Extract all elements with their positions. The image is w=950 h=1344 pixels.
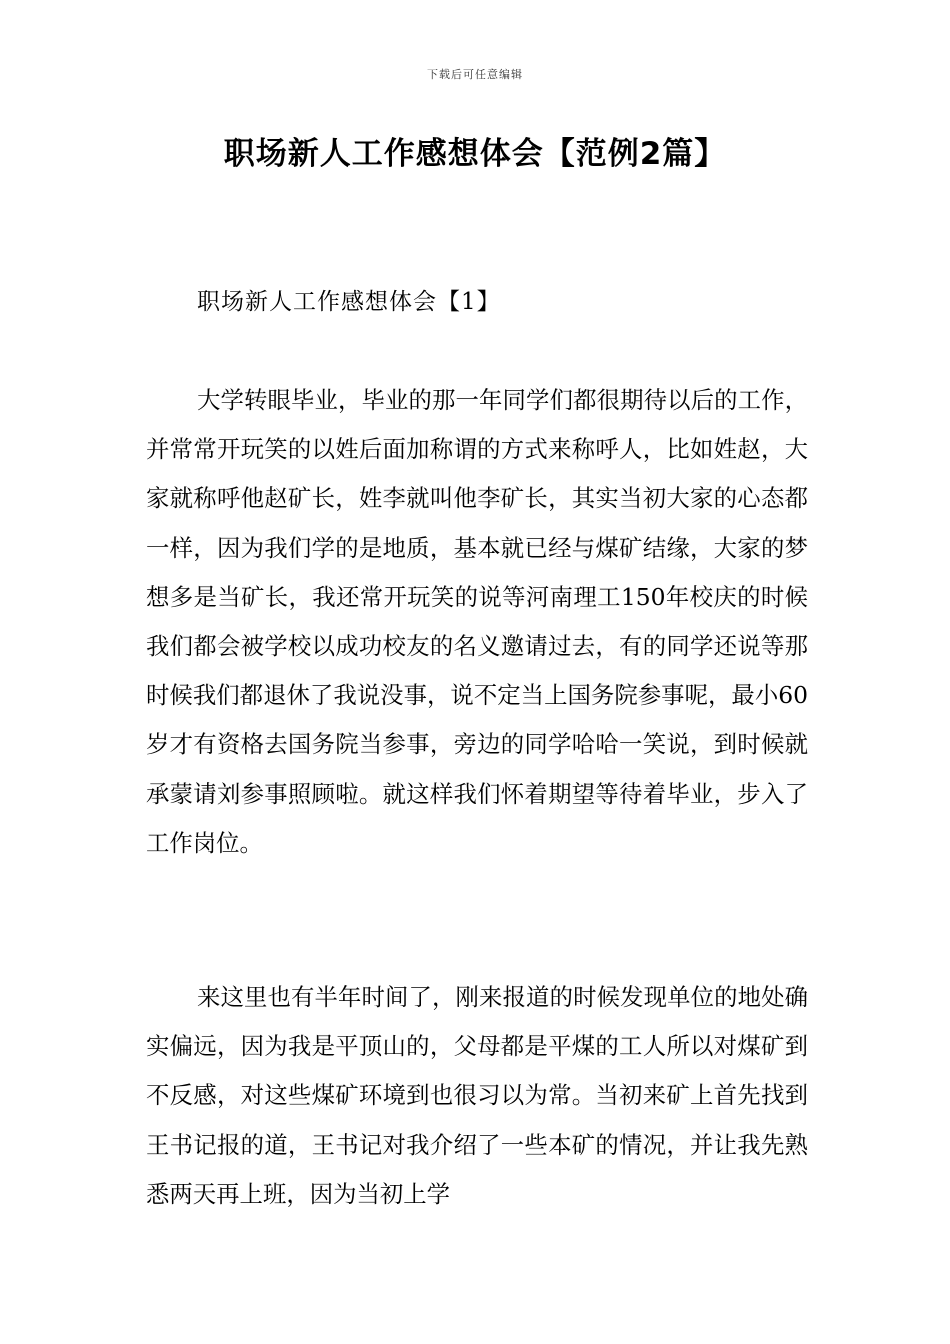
header-note: 下载后可任意编辑	[427, 68, 523, 81]
body-paragraph-2: 来这里也有半年时间了，刚来报道的时候发现单位的地处确实偏远，因为我是平顶山的，父母都是平煤的工人所以对煤矿到不反感，对这些煤矿环境到也很习以为常。当初来矿上首先找到王书记报的道，王书记对我介绍了一些本矿的情况，并让我先熟悉两天再上班，因为当初上学	[146, 983, 808, 1208]
section-heading: 职场新人工作感想体会【1】	[197, 289, 501, 315]
document-title: 职场新人工作感想体会【范例2篇】	[223, 136, 727, 172]
body-paragraph-1: 大学转眼毕业，毕业的那一年同学们都很期待以后的工作，并常常开玩笑的以姓后面加称谓的方式来称呼人，比如姓赵，大家就称呼他赵矿长，姓李就叫他李矿长，其实当初大家的心态都一样，因为我们学的是地质，基本就已经与煤矿结缘，大家的梦想多是当矿长，我还常开玩笑的说等河南理工150年校庆的时候我们都会被学校以成功校友的名义邀请过去，有的同学还说等那时候我们都退休了我说没事，说不定当上国务院参事呢，最小60岁才有资格去国务院当参事，旁边的同学哈哈一笑说，到时候就承蒙请刘参事照顾啦。就这样我们怀着期望等待着毕业，步入了工作岗位。	[146, 386, 808, 857]
